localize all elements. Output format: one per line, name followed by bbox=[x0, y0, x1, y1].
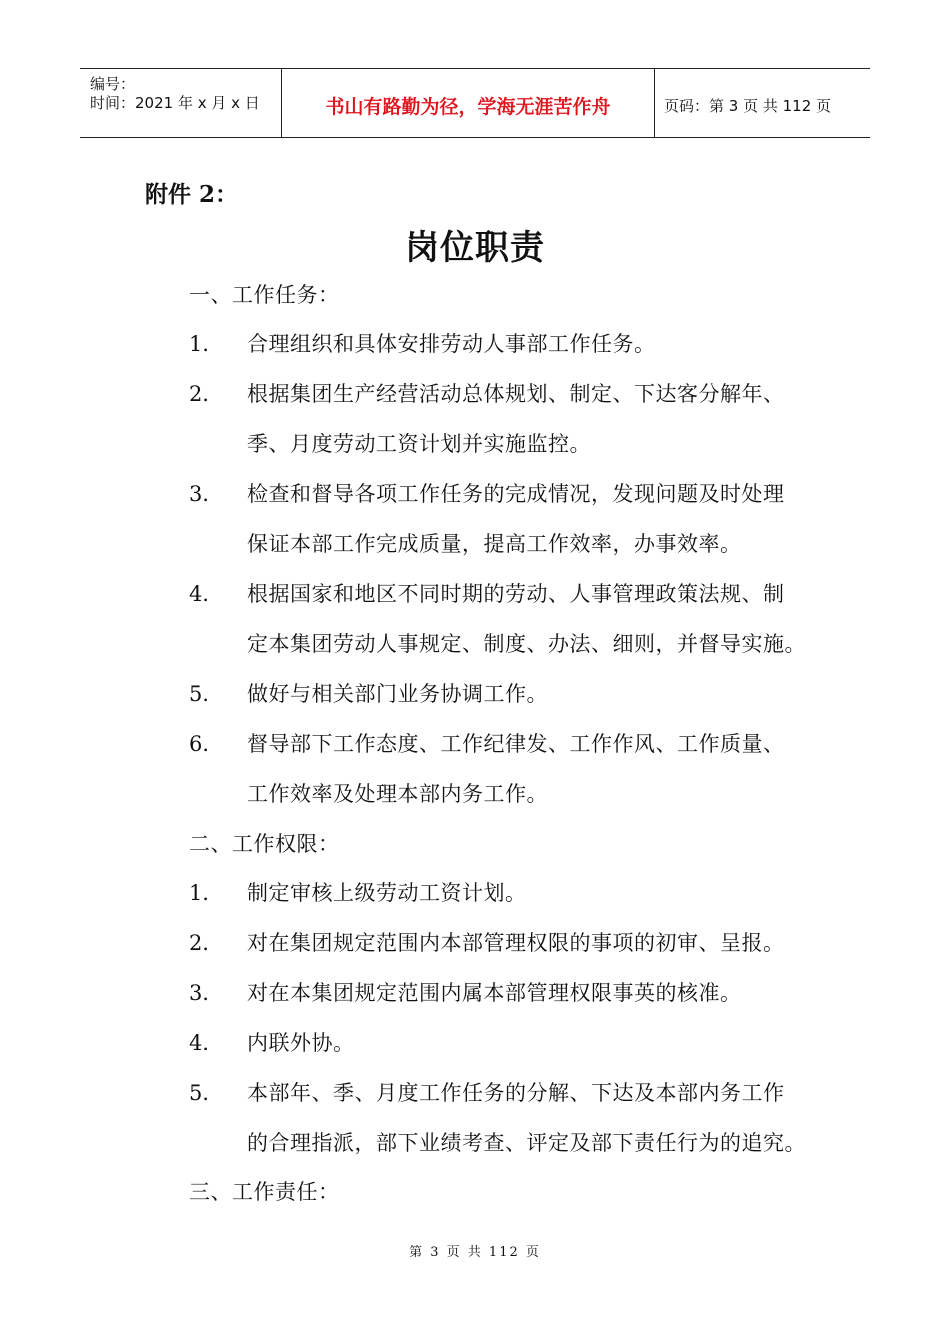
item-text: 检查和督导各项工作任务的完成情况，发现问题及时处理 bbox=[247, 482, 785, 506]
item-text: 督导部下工作态度、工作纪律发、工作作风、工作质量、 bbox=[247, 732, 785, 756]
item-number: 3． bbox=[189, 482, 224, 506]
item-text-continued: 季、月度劳动工资计划并实施监控。 bbox=[247, 432, 591, 456]
item-text: 对在集团规定范围内本部管理权限的事项的初审、呈报。 bbox=[247, 931, 785, 955]
item-number: 2． bbox=[189, 931, 224, 955]
section-heading: 二、工作权限： bbox=[189, 832, 340, 856]
item-text: 制定审核上级劳动工资计划。 bbox=[247, 881, 527, 905]
header-motto: 书山有路勤为径，学海无涯苦作舟 bbox=[325, 96, 611, 118]
section-heading: 三、工作责任： bbox=[189, 1180, 340, 1204]
item-number: 4． bbox=[189, 1031, 224, 1055]
header-motto-cell bbox=[282, 69, 655, 137]
item-text-continued: 工作效率及处理本部内务工作。 bbox=[247, 782, 548, 806]
item-text: 根据国家和地区不同时期的劳动、人事管理政策法规、制 bbox=[247, 582, 785, 606]
page-footer: 第 3 页 共 112 页 bbox=[409, 1245, 541, 1260]
item-text: 对在本集团规定范围内属本部管理权限事英的核准。 bbox=[247, 981, 742, 1005]
item-text: 根据集团生产经营活动总体规划、制定、下达客分解年、 bbox=[247, 382, 785, 406]
item-text: 本部年、季、月度工作任务的分解、下达及本部内务工作 bbox=[247, 1081, 785, 1105]
item-number: 3． bbox=[189, 981, 224, 1005]
item-text: 做好与相关部门业务协调工作。 bbox=[247, 682, 548, 706]
item-number: 5． bbox=[189, 1081, 224, 1105]
item-text: 内联外协。 bbox=[247, 1031, 355, 1055]
section-heading: 一、工作任务： bbox=[189, 283, 340, 307]
item-number: 1． bbox=[189, 332, 224, 356]
item-number: 4． bbox=[189, 582, 224, 606]
item-text-continued: 的合理指派，部下业绩考查、评定及部下责任行为的追究。 bbox=[247, 1131, 806, 1155]
item-text-continued: 定本集团劳动人事规定、制度、办法、细则，并督导实施。 bbox=[247, 632, 806, 656]
item-number: 1． bbox=[189, 881, 224, 905]
item-number: 6． bbox=[189, 732, 224, 756]
item-text: 合理组织和具体安排劳动人事部工作任务。 bbox=[247, 332, 656, 356]
page-header bbox=[80, 68, 870, 138]
item-number: 2． bbox=[189, 382, 224, 406]
header-right-cell bbox=[655, 69, 870, 137]
document-date: 时间：2021 年 x 月 x 日 bbox=[90, 94, 260, 112]
document-number-label: 编号： bbox=[90, 75, 136, 93]
header-page-info: 页码：第 3 页 共 112 页 bbox=[664, 97, 832, 115]
annex-label: 附件 2： bbox=[145, 181, 239, 208]
item-text-continued: 保证本部工作完成质量，提高工作效率，办事效率。 bbox=[247, 532, 742, 556]
page-title: 岗位职责 bbox=[405, 228, 545, 268]
header-left-cell bbox=[80, 69, 282, 137]
item-number: 5． bbox=[189, 682, 224, 706]
